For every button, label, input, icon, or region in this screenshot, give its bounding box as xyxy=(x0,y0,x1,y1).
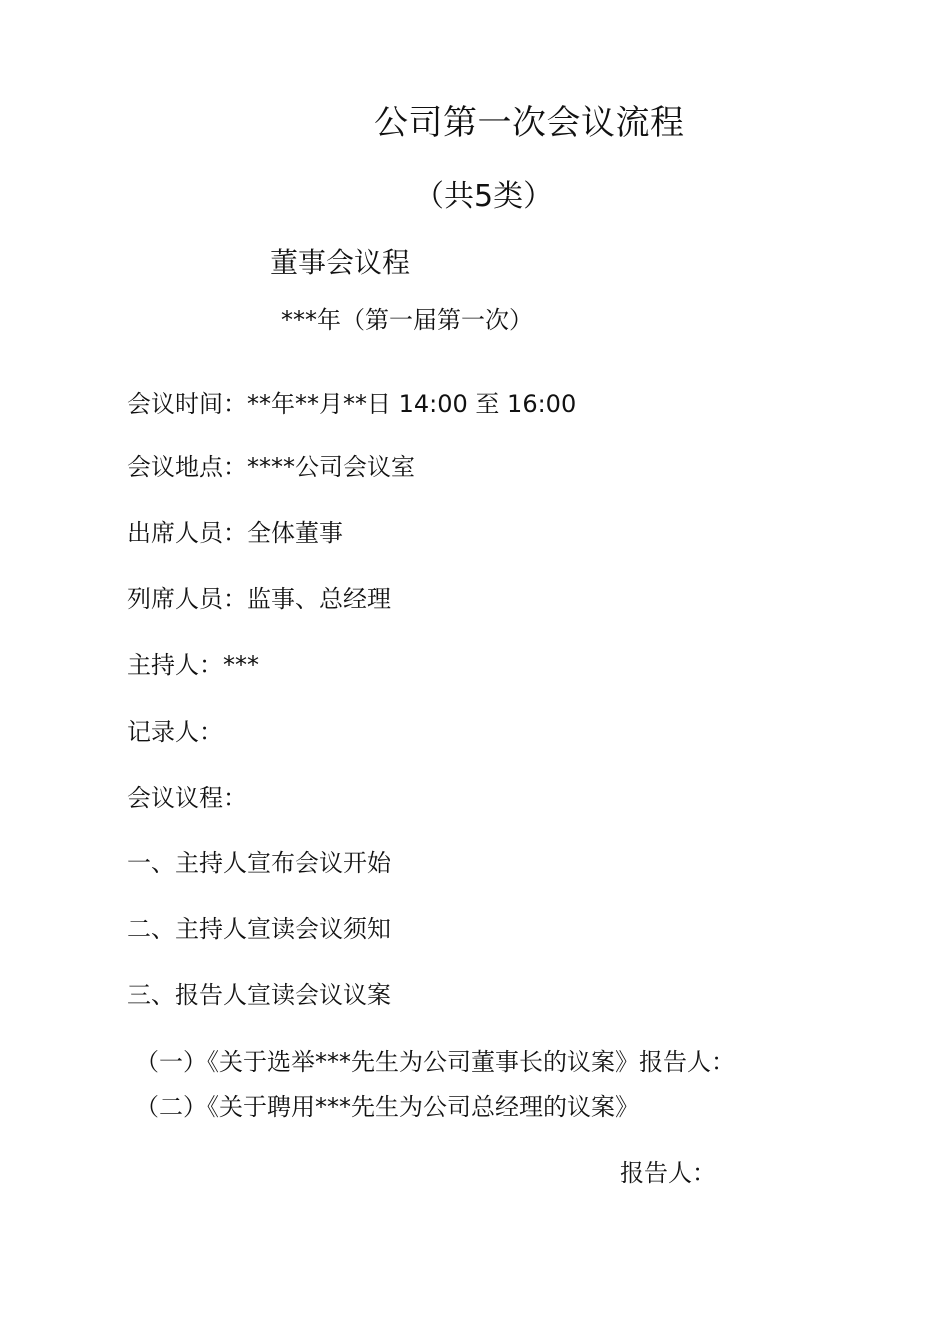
agenda-item: 二、主持人宣读会议须知 xyxy=(127,915,391,943)
meeting-location: 会议地点：****公司会议室 xyxy=(127,453,415,481)
meeting-time: 会议时间：**年**月**日 14:00 至 16:00 xyxy=(127,390,577,418)
meeting-host: 主持人：*** xyxy=(127,651,259,679)
meeting-attendees: 出席人员：全体董事 xyxy=(127,519,343,547)
section-title: 董事会议程 xyxy=(270,246,411,279)
agenda-item: 三、报告人宣读会议议案 xyxy=(127,981,391,1009)
agenda-item: 一、主持人宣布会议开始 xyxy=(127,849,391,877)
proposal-item: （一）《关于选举***先生为公司董事长的议案》报告人： xyxy=(135,1048,735,1076)
agenda-label: 会议议程： xyxy=(127,784,247,812)
meeting-observers: 列席人员：监事、总经理 xyxy=(127,585,391,613)
document-title: 公司第一次会议流程 xyxy=(374,103,685,143)
proposal-item: （二）《关于聘用***先生为公司总经理的议案》 xyxy=(135,1093,639,1121)
reporter-label: 报告人： xyxy=(620,1159,716,1187)
document-subtitle: （共5类） xyxy=(414,179,554,214)
session-line: ***年（第一届第一次） xyxy=(281,306,533,334)
meeting-recorder: 记录人： xyxy=(127,718,223,746)
